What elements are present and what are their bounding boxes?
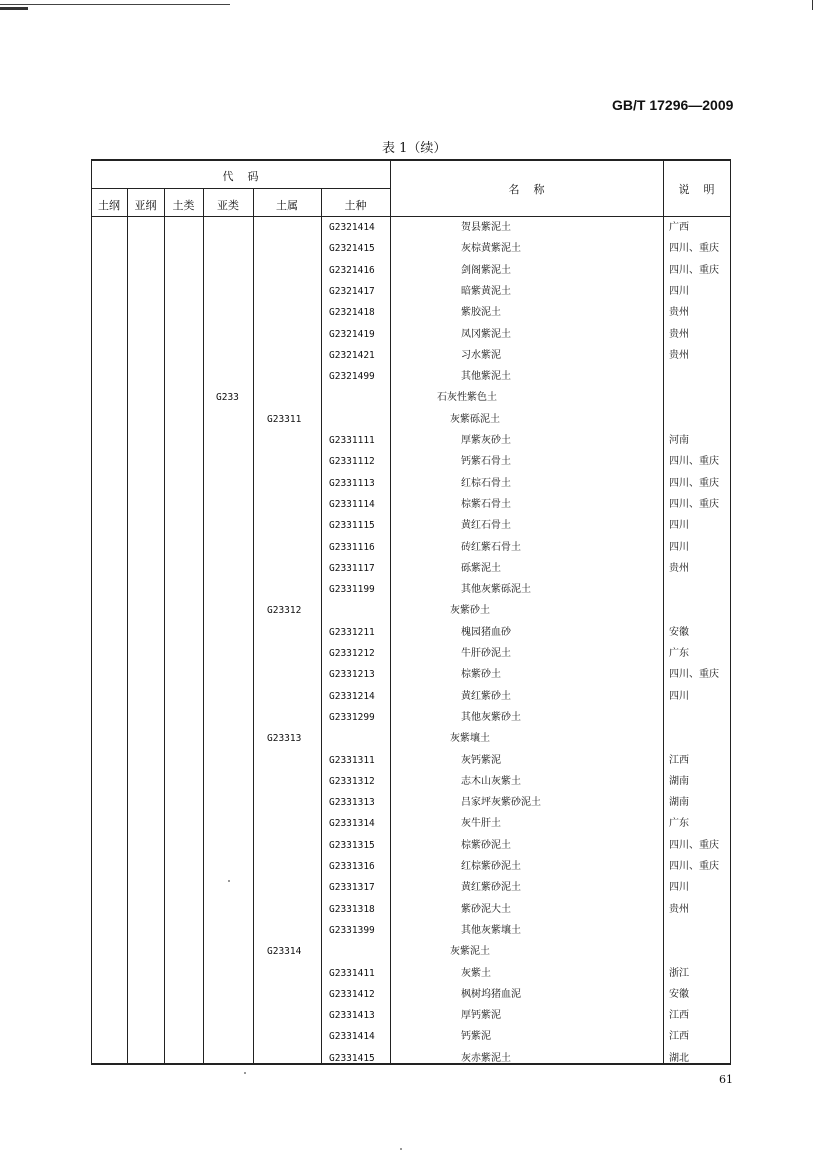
species-code: G2331317: [329, 882, 375, 894]
col-header-suborder: 亚纲: [134, 199, 157, 212]
standard-number: GB/T 17296—2009: [612, 97, 734, 113]
note-cell: 贵州: [669, 903, 689, 915]
subgroup-code: G233: [216, 392, 239, 404]
soil-name: 棕紫砂土: [461, 669, 501, 681]
note-cell: 湖南: [669, 797, 689, 809]
species-code: G2331411: [329, 967, 375, 979]
species-code: G2331112: [329, 456, 375, 468]
species-code: G2331414: [329, 1031, 375, 1043]
note-cell: 贵州: [669, 307, 689, 319]
col-header-note: 说 明: [678, 183, 715, 196]
soil-name: 灰紫土: [461, 967, 491, 979]
note-cell: 四川、重庆: [669, 456, 719, 468]
species-code: G2331316: [329, 861, 375, 872]
column-rule: [203, 189, 204, 1065]
soil-name: 黄红石骨土: [461, 520, 511, 532]
family-code: G23311: [267, 413, 302, 425]
note-cell: 江西: [669, 1010, 689, 1022]
table-top-rule: [91, 159, 731, 161]
soil-name: 槐园猪血砂: [461, 626, 511, 638]
code-group-rule: [91, 188, 390, 189]
soil-name: 剑阁紫泥土: [461, 264, 511, 276]
column-rule: [91, 159, 92, 1065]
species-code: G2331314: [329, 818, 375, 830]
soil-name: 牛肝砂泥土: [461, 648, 511, 659]
note-cell: 湖南: [669, 775, 689, 787]
soil-name: 灰赤紫泥土: [461, 1052, 511, 1064]
column-rule: [164, 189, 165, 1065]
soil-name: 棕紫砂泥土: [461, 839, 511, 851]
species-code: G2331311: [329, 754, 375, 766]
soil-name: 其他灰紫砾泥土: [461, 584, 531, 596]
soil-name: 志木山灰紫土: [461, 775, 521, 787]
note-cell: 四川、重庆: [669, 264, 719, 276]
soil-name: 棕紫石骨土: [461, 498, 511, 510]
note-cell: 四川、重庆: [669, 477, 719, 489]
note-cell: 广东: [669, 648, 689, 659]
soil-name: 黄红紫砂土: [461, 690, 511, 702]
soil-name: 红棕石骨土: [461, 477, 511, 489]
soil-name: 灰棕黄紫泥土: [461, 243, 521, 255]
species-code: G2321414: [329, 222, 375, 233]
soil-classification-table: [91, 159, 731, 1065]
column-rule: [730, 159, 731, 1065]
page-number: 61: [719, 1073, 733, 1086]
header-bottom-rule: [91, 216, 731, 217]
note-cell: 江西: [669, 754, 689, 766]
soil-name: 红棕紫砂泥土: [461, 861, 521, 872]
species-code: G2331299: [329, 711, 375, 723]
note-cell: 四川: [669, 520, 689, 532]
note-cell: 安徽: [669, 988, 689, 1000]
note-cell: 广东: [669, 818, 689, 830]
note-cell: 四川: [669, 541, 689, 553]
column-rule: [321, 189, 322, 1065]
soil-name: 钙紫泥: [461, 1031, 491, 1043]
species-code: G2331315: [329, 839, 375, 851]
soil-name: 吕家坪灰紫砂泥土: [461, 797, 541, 809]
note-cell: 四川、重庆: [669, 861, 719, 872]
family-code: G23314: [267, 946, 302, 958]
species-code: G2321418: [329, 307, 375, 319]
species-code: G2331115: [329, 520, 375, 532]
soil-name: 紫胶泥土: [461, 307, 501, 319]
col-header-group: 土类: [172, 199, 195, 212]
scan-speck: [244, 1072, 246, 1074]
note-cell: 四川、重庆: [669, 498, 719, 510]
species-code: G2321419: [329, 328, 375, 340]
scan-edge-mark: [0, 4, 230, 5]
note-cell: 四川、重庆: [669, 243, 719, 255]
family-code: G23312: [267, 605, 302, 617]
note-cell: 四川: [669, 285, 689, 297]
soil-name: 灰紫砂土: [450, 605, 490, 617]
code-group-header: 代 码: [222, 170, 259, 183]
species-code: G2331114: [329, 498, 375, 510]
species-code: G2331111: [329, 435, 375, 446]
note-cell: 广西: [669, 222, 689, 233]
column-rule: [663, 159, 664, 1065]
note-cell: 贵州: [669, 562, 689, 574]
soil-name: 紫砂泥大土: [461, 903, 511, 915]
col-header-species: 土种: [344, 199, 367, 212]
species-code: G2331415: [329, 1052, 375, 1064]
note-cell: 四川、重庆: [669, 839, 719, 851]
species-code: G2331211: [329, 626, 375, 638]
soil-name: 灰牛肝土: [461, 818, 501, 830]
scan-speck: [228, 880, 230, 882]
note-cell: 河南: [669, 435, 689, 446]
species-code: G2331213: [329, 669, 375, 681]
soil-name: 其他灰紫壤土: [461, 924, 521, 936]
soil-name: 砖红紫石骨土: [461, 541, 521, 553]
soil-name: 习水紫泥: [461, 349, 501, 361]
note-cell: 安徽: [669, 626, 689, 638]
note-cell: 浙江: [669, 967, 689, 979]
note-cell: 四川、重庆: [669, 669, 719, 681]
species-code: G2321417: [329, 285, 375, 297]
species-code: G2331318: [329, 903, 375, 915]
soil-name: 灰钙紫泥: [461, 754, 501, 766]
soil-name: 其他灰紫砂土: [461, 711, 521, 723]
soil-name: 石灰性紫色土: [437, 392, 497, 404]
column-rule: [390, 159, 391, 1065]
species-code: G2331117: [329, 562, 375, 574]
soil-name: 暗紫黄泥土: [461, 285, 511, 297]
soil-name: 厚紫灰砂土: [461, 435, 511, 446]
soil-name: 其他紫泥土: [461, 371, 511, 383]
species-code: G2321499: [329, 371, 375, 383]
table-caption: 表 1（续）: [382, 141, 447, 156]
soil-name: 贺县紫泥土: [461, 222, 511, 233]
col-header-name: 名 称: [508, 183, 545, 196]
note-cell: 湖北: [669, 1052, 689, 1064]
scan-speck: [400, 1148, 402, 1150]
note-cell: 四川: [669, 882, 689, 894]
column-rule: [253, 189, 254, 1065]
soil-name: 灰紫砾泥土: [450, 413, 500, 425]
species-code: G2331116: [329, 541, 375, 553]
family-code: G23313: [267, 733, 302, 745]
soil-name: 厚钙紫泥: [461, 1010, 501, 1022]
species-code: G2331214: [329, 690, 375, 702]
species-code: G2331313: [329, 797, 375, 809]
soil-name: 枫树坞猪血泥: [461, 988, 521, 1000]
column-rule: [127, 189, 128, 1065]
note-cell: 四川: [669, 690, 689, 702]
note-cell: 贵州: [669, 328, 689, 340]
species-code: G2321416: [329, 264, 375, 276]
note-cell: 贵州: [669, 349, 689, 361]
soil-name: 黄红紫砂泥土: [461, 882, 521, 894]
species-code: G2321421: [329, 349, 375, 361]
species-code: G2331113: [329, 477, 375, 489]
scan-edge-mark: [812, 0, 813, 10]
table-bottom-rule: [91, 1063, 731, 1065]
note-cell: 江西: [669, 1031, 689, 1043]
species-code: G2331413: [329, 1010, 375, 1022]
scan-edge-mark: [0, 7, 28, 10]
species-code: G2331212: [329, 648, 375, 659]
soil-name: 灰紫泥土: [450, 946, 490, 958]
soil-name: 灰紫壤土: [450, 733, 490, 745]
species-code: G2331199: [329, 584, 375, 596]
soil-name: 钙紫石骨土: [461, 456, 511, 468]
col-header-soil-order: 土纲: [98, 199, 120, 212]
species-code: G2331312: [329, 775, 375, 787]
col-header-subgroup: 亚类: [217, 199, 239, 212]
col-header-family: 土属: [276, 199, 298, 212]
soil-name: 砾紫泥土: [461, 562, 501, 574]
species-code: G2331399: [329, 924, 375, 936]
species-code: G2321415: [329, 243, 375, 255]
soil-name: 凤冈紫泥土: [461, 328, 511, 340]
species-code: G2331412: [329, 988, 375, 1000]
